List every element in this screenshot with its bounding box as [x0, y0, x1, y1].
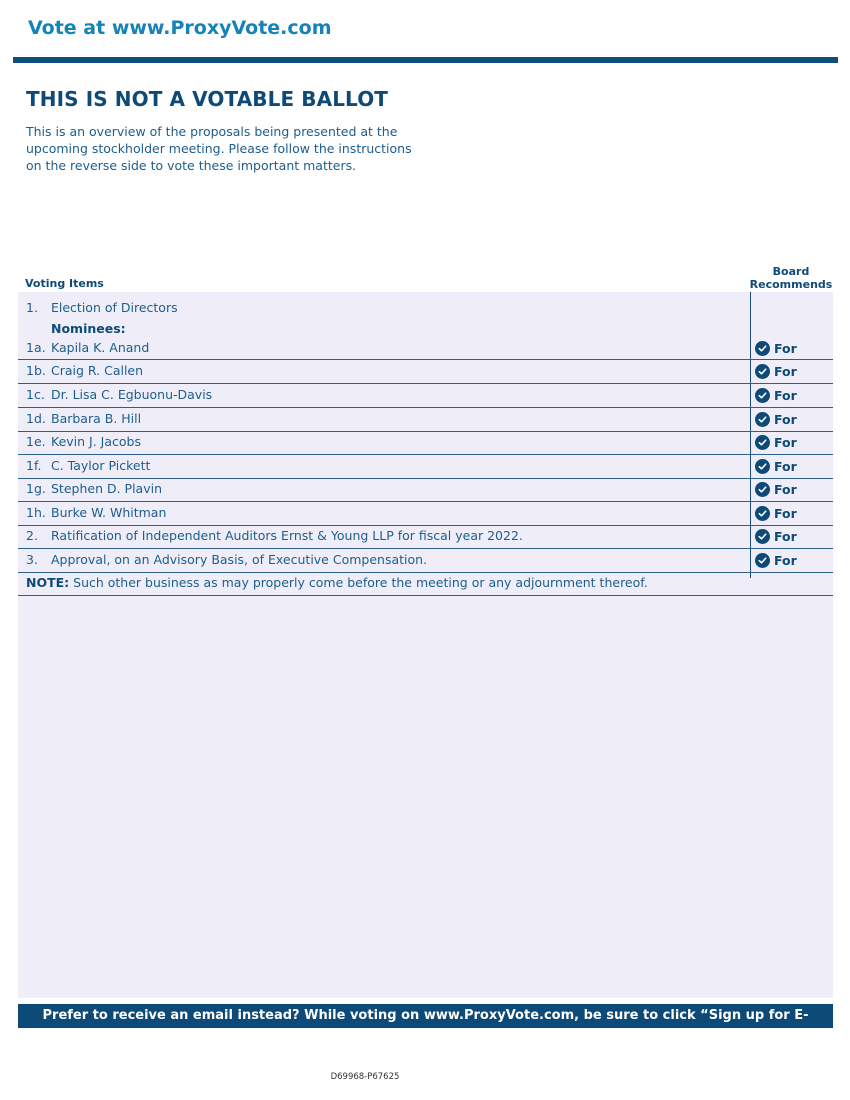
item-number: 1f. [26, 458, 42, 473]
item-number: 1d. [26, 411, 46, 426]
check-circle-icon [755, 412, 770, 427]
item-label: Craig R. Callen [51, 363, 144, 378]
item-number: 1a. [26, 340, 46, 355]
item-number: 1b. [26, 363, 46, 378]
recommendation [755, 506, 797, 521]
item-number: 3. [26, 552, 38, 567]
recommendation [755, 388, 797, 403]
vote-link[interactable]: Vote at www.ProxyVote.com [28, 17, 332, 39]
note-row [18, 573, 833, 596]
item-number: 1h. [26, 505, 46, 520]
item-label: Stephen D. Plavin [51, 481, 163, 496]
recommendation-label: For [774, 506, 797, 521]
table-row [18, 526, 833, 549]
item-label: Barbara B. Hill [51, 411, 142, 426]
table-row-election [18, 292, 833, 360]
item-label: Election of Directors [51, 300, 178, 315]
item-label: Kapila K. Anand [51, 340, 150, 355]
check-circle-icon [755, 364, 770, 379]
check-circle-icon [755, 341, 770, 356]
recommendation-label: For [774, 482, 797, 497]
table-row [18, 432, 833, 455]
check-circle-icon [755, 459, 770, 474]
nominees-label: Nominees: [51, 321, 126, 336]
item-label: Kevin J. Jacobs [51, 434, 141, 449]
table-row [18, 408, 833, 432]
table-row [18, 384, 833, 408]
check-circle-icon [755, 388, 770, 403]
recommendation [755, 435, 797, 450]
note-body: Such other business as may properly come before the meeting or any adjournment thereof. [69, 575, 648, 590]
column-header-board-recommends [749, 265, 833, 291]
column-header-voting-items: Voting Items [25, 277, 104, 290]
note-label: NOTE: [26, 575, 70, 590]
recommendation-label: For [774, 529, 797, 544]
recommendation-label: For [774, 388, 797, 403]
note-text [26, 575, 648, 590]
recommendation [755, 482, 797, 497]
check-circle-icon [755, 529, 770, 544]
item-label: C. Taylor Pickett [51, 458, 151, 473]
table-row [18, 502, 833, 526]
item-number: 1c. [26, 387, 45, 402]
recommendation [755, 412, 797, 427]
recommendation-label: For [774, 412, 797, 427]
check-circle-icon [755, 553, 770, 568]
recommendation [755, 553, 797, 568]
recommendation [755, 529, 797, 544]
table-row [18, 360, 833, 384]
recommendation [755, 364, 797, 379]
item-label: Approval, on an Advisory Basis, of Executive Compensation. [51, 552, 428, 567]
check-circle-icon [755, 435, 770, 450]
item-number: 1. [26, 300, 38, 315]
recommendation-label: For [774, 435, 797, 450]
recommendation-label: For [774, 459, 797, 474]
recommends-label: Recommends [749, 278, 833, 291]
recommendation-label: For [774, 341, 797, 356]
item-label: Dr. Lisa C. Egbuonu-Davis [51, 387, 213, 402]
item-number: 1e. [26, 434, 46, 449]
check-circle-icon [755, 506, 770, 521]
table-row [18, 455, 833, 479]
check-circle-icon [755, 482, 770, 497]
intro-paragraph: This is an overview of the proposals being presented at the upcoming stockholder meeting. Please follow the instructions on the reverse side to vote these important matters. [26, 124, 412, 173]
item-number: 2. [26, 528, 38, 543]
item-label: Ratification of Independent Auditors Ernst & Young LLP for fiscal year 2022. [51, 528, 523, 543]
table-row [18, 479, 833, 502]
item-number: 1g. [26, 481, 46, 496]
item-label: Burke W. Whitman [51, 505, 167, 520]
board-label: Board [772, 265, 810, 278]
recommendation-label: For [774, 553, 797, 568]
email-delivery-banner: Prefer to receive an email instead? While voting on www.ProxyVote.com, be sure to click “Sign up for E-delivery”. [18, 1004, 833, 1028]
page-title: THIS IS NOT A VOTABLE BALLOT [26, 87, 389, 111]
document-code: D69968-P67625 [330, 1072, 400, 1082]
recommendation [755, 459, 797, 474]
header-divider [13, 57, 838, 63]
table-row [18, 549, 833, 573]
recommendation-label: For [774, 364, 797, 379]
recommendation [755, 341, 797, 356]
